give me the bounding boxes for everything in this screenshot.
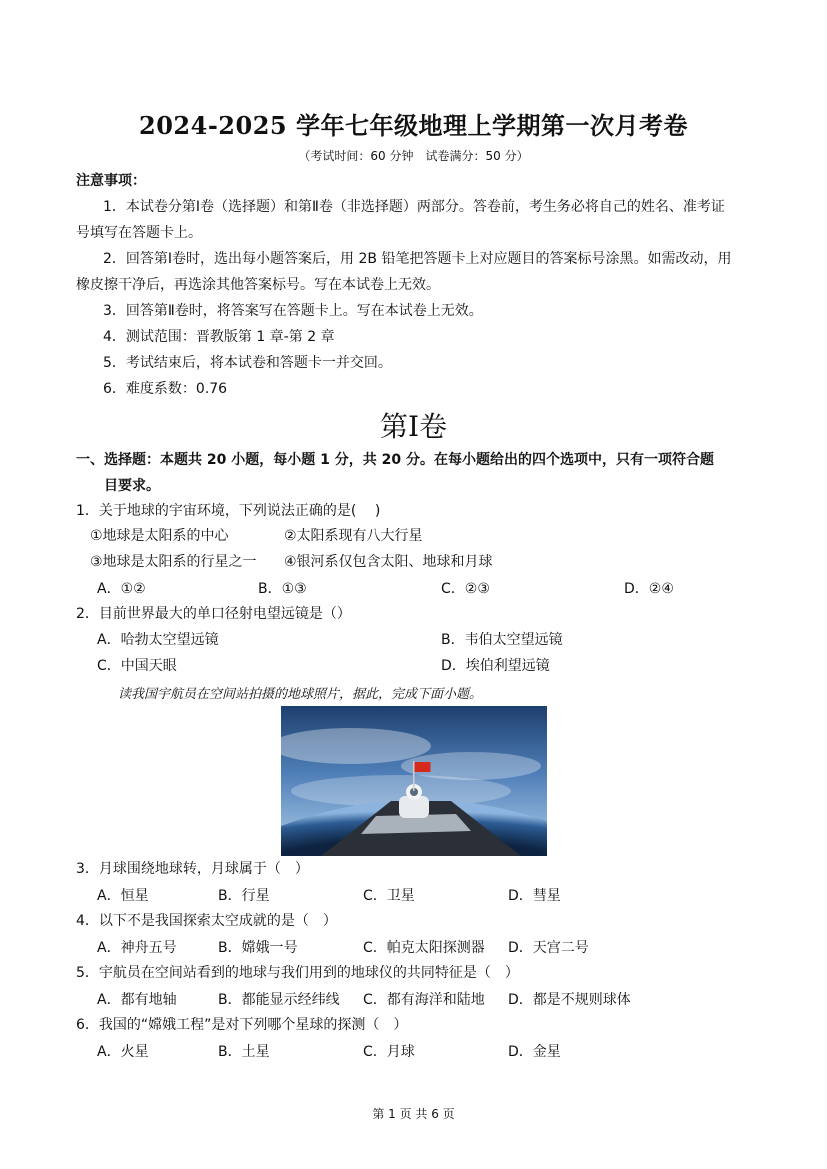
exam-title: 2024-2025 学年七年级地理上学期第一次月考卷: [139, 111, 688, 140]
notice-item-2-line-1: 2．回答第Ⅰ卷时，选出每小题答案后，用 2B 铅笔把答题卡上对应题目的答案标号涂黑。如需改动，用: [103, 251, 732, 267]
q1-option-d[interactable]: D．②④: [624, 581, 674, 597]
q3-option-a[interactable]: A．恒星: [97, 888, 149, 904]
q5-option-b[interactable]: B．都能显示经纬线: [218, 992, 340, 1008]
q1-option-a[interactable]: A．①②: [97, 581, 146, 597]
q6-option-c[interactable]: C．月球: [363, 1044, 415, 1060]
q5-stem: 5．宇航员在空间站看到的地球与我们用到的地球仪的共同特征是（ ）: [76, 965, 519, 981]
q1-stem: 1．关于地球的宇宙环境，下列说法正确的是( ): [76, 503, 381, 519]
q1-statement-2: ②太阳系现有八大行星: [284, 528, 423, 544]
page-footer: 第 1 页 共 6 页: [372, 1107, 455, 1121]
q4-option-d[interactable]: D．天宫二号: [508, 940, 589, 956]
q2-option-b[interactable]: B．韦伯太空望远镜: [441, 632, 563, 648]
q3-option-b[interactable]: B．行星: [218, 888, 270, 904]
notice-item-2-line-2: 橡皮擦干净后，再选涂其他答案标号。写在本试卷上无效。: [76, 277, 440, 293]
notice-item-1-line-1: 1．本试卷分第Ⅰ卷（选择题）和第Ⅱ卷（非选择题）两部分。答卷前，考生务必将自己的姓名、准考证: [103, 199, 725, 215]
exam-subtitle: （考试时间：60 分钟 试卷满分：50 分）: [298, 149, 529, 163]
q5-option-a[interactable]: A．都有地轴: [97, 992, 177, 1008]
notice-item-6: 6．难度系数：0.76: [103, 381, 228, 397]
q4-option-b[interactable]: B．嫦娥一号: [218, 940, 298, 956]
reading-prompt: 读我国宇航员在空间站拍摄的地球照片，据此，完成下面小题。: [118, 687, 483, 702]
q6-stem: 6．我国的“嫦娥工程”是对下列哪个星球的探测（ ）: [76, 1017, 408, 1033]
notice-item-5: 5．考试结束后，将本试卷和答题卡一并交回。: [103, 355, 392, 371]
q1-statement-1: ①地球是太阳系的中心: [90, 528, 229, 544]
q2-option-a[interactable]: A．哈勃太空望远镜: [97, 632, 219, 648]
q6-option-d[interactable]: D．金星: [508, 1044, 561, 1060]
q4-option-a[interactable]: A．神舟五号: [97, 940, 177, 956]
notice-item-4: 4．测试范围：晋教版第 1 章-第 2 章: [103, 329, 335, 345]
q1-option-b[interactable]: B．①③: [258, 581, 307, 597]
part1-instruction-line-2: 目要求。: [104, 478, 160, 494]
q2-option-d[interactable]: D．埃伯利望远镜: [441, 658, 550, 674]
notice-item-1-line-2: 号填写在答题卡上。: [76, 225, 202, 241]
q5-option-c[interactable]: C．都有海洋和陆地: [363, 992, 485, 1008]
q4-stem: 4．以下不是我国探索太空成就的是（ ）: [76, 913, 337, 929]
q3-option-c[interactable]: C．卫星: [363, 888, 415, 904]
q4-option-c[interactable]: C．帕克太阳探测器: [363, 940, 485, 956]
q2-stem: 2．目前世界最大的单口径射电望远镜是（）: [76, 606, 351, 622]
q6-option-b[interactable]: B．土星: [218, 1044, 270, 1060]
q6-option-a[interactable]: A．火星: [97, 1044, 149, 1060]
q3-option-d[interactable]: D．彗星: [508, 888, 561, 904]
notice-heading: 注意事项：: [76, 173, 146, 189]
q1-statement-4: ④银河系仅包含太阳、地球和月球: [284, 554, 493, 570]
section-title: 第Ⅰ卷: [379, 410, 448, 443]
q5-option-d[interactable]: D．都是不规则球体: [508, 992, 631, 1008]
q1-option-c[interactable]: C．②③: [441, 581, 490, 597]
earth-photo-from-space-station: [281, 706, 547, 856]
q2-option-c[interactable]: C．中国天眼: [97, 658, 177, 674]
q1-statement-3: ③地球是太阳系的行星之一: [90, 554, 257, 570]
notice-item-3: 3．回答第Ⅱ卷时，将答案写在答题卡上。写在本试卷上无效。: [103, 303, 483, 319]
q3-stem: 3．月球围绕地球转，月球属于（ ）: [76, 861, 309, 877]
part1-instruction-line-1: 一、选择题：本题共 20 小题，每小题 1 分，共 20 分。在每小题给出的四个选项中，只有一项符合题: [76, 452, 714, 468]
